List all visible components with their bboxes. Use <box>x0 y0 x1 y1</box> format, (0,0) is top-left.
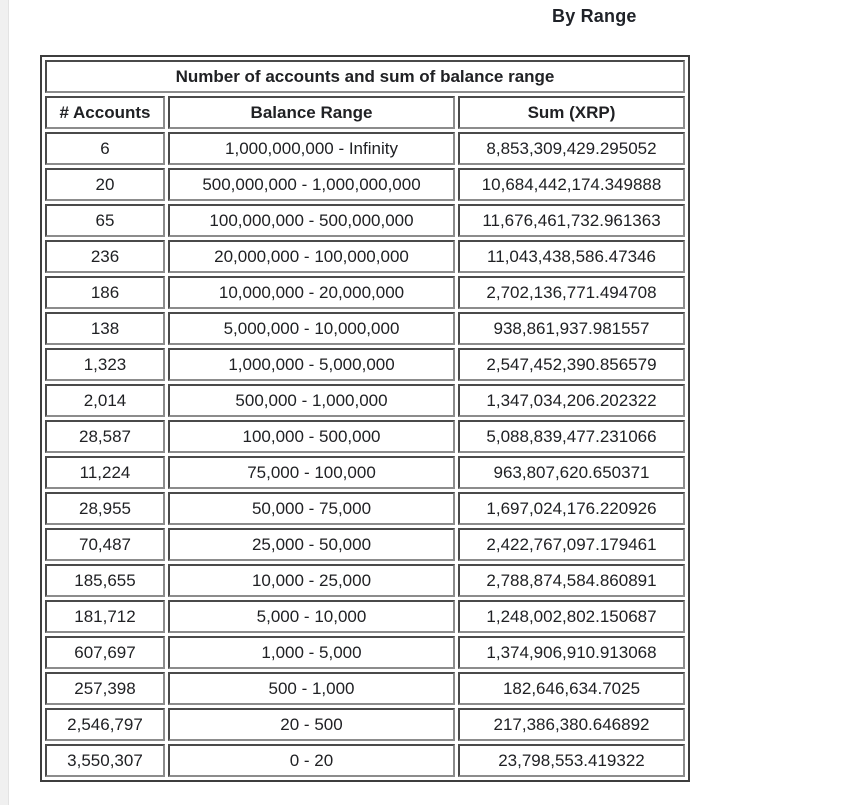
table-row <box>45 168 685 201</box>
accounts-cell: 11,224 <box>45 456 165 489</box>
tab-by-range[interactable]: By Range <box>552 6 637 26</box>
column-header-sum-xrp: Sum (XRP) <box>458 96 685 129</box>
table-row <box>45 672 685 705</box>
sum-cell: 2,422,767,097.179461 <box>458 528 685 561</box>
table-row <box>45 600 685 633</box>
caption-row <box>45 60 685 93</box>
range-cell: 5,000,000 - 10,000,000 <box>168 312 455 345</box>
sum-cell: 1,374,906,910.913068 <box>458 636 685 669</box>
sum-cell: 1,697,024,176.220926 <box>458 492 685 525</box>
sum-cell: 23,798,553.419322 <box>458 744 685 777</box>
sum-cell: 10,684,442,174.349888 <box>458 168 685 201</box>
accounts-cell: 236 <box>45 240 165 273</box>
table-row <box>45 204 685 237</box>
table-row <box>45 420 685 453</box>
sum-cell: 8,853,309,429.295052 <box>458 132 685 165</box>
accounts-cell: 6 <box>45 132 165 165</box>
accounts-cell: 138 <box>45 312 165 345</box>
sum-cell: 2,547,452,390.856579 <box>458 348 685 381</box>
accounts-cell: 181,712 <box>45 600 165 633</box>
table-row <box>45 384 685 417</box>
table-head <box>45 60 685 129</box>
range-cell: 1,000,000 - 5,000,000 <box>168 348 455 381</box>
range-cell: 25,000 - 50,000 <box>168 528 455 561</box>
table-body <box>45 132 685 777</box>
accounts-cell: 186 <box>45 276 165 309</box>
column-header-accounts: # Accounts <box>45 96 165 129</box>
accounts-cell: 257,398 <box>45 672 165 705</box>
range-cell: 75,000 - 100,000 <box>168 456 455 489</box>
accounts-cell: 185,655 <box>45 564 165 597</box>
table-row <box>45 744 685 777</box>
accounts-cell: 20 <box>45 168 165 201</box>
sum-cell: 1,347,034,206.202322 <box>458 384 685 417</box>
range-cell: 50,000 - 75,000 <box>168 492 455 525</box>
range-cell: 10,000 - 25,000 <box>168 564 455 597</box>
sum-cell: 11,043,438,586.47346 <box>458 240 685 273</box>
range-cell: 20 - 500 <box>168 708 455 741</box>
range-cell: 100,000 - 500,000 <box>168 420 455 453</box>
table-row <box>45 528 685 561</box>
accounts-cell: 28,955 <box>45 492 165 525</box>
balance-range-table <box>40 55 690 782</box>
page-edge-strip <box>0 0 9 805</box>
table-row <box>45 276 685 309</box>
sum-cell: 963,807,620.650371 <box>458 456 685 489</box>
accounts-cell: 1,323 <box>45 348 165 381</box>
sum-cell: 938,861,937.981557 <box>458 312 685 345</box>
sum-cell: 5,088,839,477.231066 <box>458 420 685 453</box>
table-row <box>45 132 685 165</box>
range-cell: 0 - 20 <box>168 744 455 777</box>
sum-cell: 2,788,874,584.860891 <box>458 564 685 597</box>
table-row <box>45 240 685 273</box>
range-cell: 10,000,000 - 20,000,000 <box>168 276 455 309</box>
accounts-cell: 65 <box>45 204 165 237</box>
sum-cell: 182,646,634.7025 <box>458 672 685 705</box>
accounts-cell: 2,014 <box>45 384 165 417</box>
range-cell: 100,000,000 - 500,000,000 <box>168 204 455 237</box>
range-cell: 500,000,000 - 1,000,000,000 <box>168 168 455 201</box>
range-cell: 500,000 - 1,000,000 <box>168 384 455 417</box>
accounts-cell: 28,587 <box>45 420 165 453</box>
table-row <box>45 492 685 525</box>
header-row <box>45 96 685 129</box>
table-row <box>45 312 685 345</box>
table-caption: Number of accounts and sum of balance range <box>45 60 685 93</box>
range-cell: 1,000 - 5,000 <box>168 636 455 669</box>
range-cell: 20,000,000 - 100,000,000 <box>168 240 455 273</box>
accounts-cell: 70,487 <box>45 528 165 561</box>
accounts-cell: 607,697 <box>45 636 165 669</box>
table-row <box>45 456 685 489</box>
sum-cell: 11,676,461,732.961363 <box>458 204 685 237</box>
range-cell: 1,000,000,000 - Infinity <box>168 132 455 165</box>
table-row <box>45 708 685 741</box>
column-header-balance-range: Balance Range <box>168 96 455 129</box>
sum-cell: 1,248,002,802.150687 <box>458 600 685 633</box>
range-cell: 500 - 1,000 <box>168 672 455 705</box>
accounts-cell: 3,550,307 <box>45 744 165 777</box>
sum-cell: 217,386,380.646892 <box>458 708 685 741</box>
table-row <box>45 348 685 381</box>
range-cell: 5,000 - 10,000 <box>168 600 455 633</box>
accounts-cell: 2,546,797 <box>45 708 165 741</box>
table-row <box>45 564 685 597</box>
sum-cell: 2,702,136,771.494708 <box>458 276 685 309</box>
table-row <box>45 636 685 669</box>
